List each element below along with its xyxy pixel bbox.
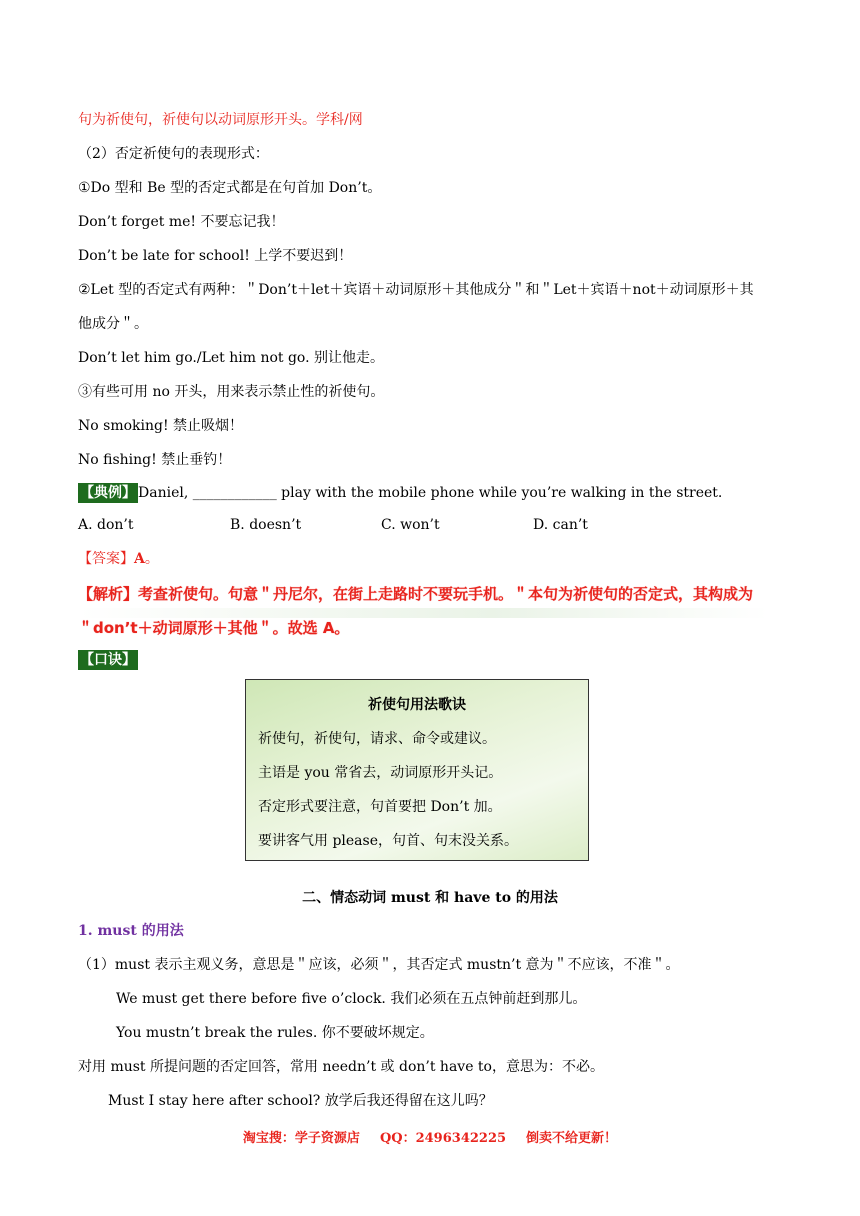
- analysis-line-1: 【解析】考查祈使句。句意＂丹尼尔，在街上走路时不要玩手机。＂本句为祈使句的否定式，其构成为: [78, 585, 754, 603]
- mnemonic-box: [245, 679, 589, 861]
- footer-qq: QQ：2496342225: [379, 1131, 507, 1146]
- must-negative-answer: 对用 must 所提问题的否定回答，常用 needn’t 或 don’t have to，意思为：不必。: [78, 1059, 604, 1075]
- example-sentence: Must I stay here after school? 放学后我还得留在这儿吗？: [108, 1093, 493, 1109]
- answer-tag: 【答案】: [78, 551, 134, 567]
- example-sentence: No smoking! 禁止吸烟！: [78, 418, 244, 434]
- mnemonic-title: 祈使句用法歌诀: [368, 697, 466, 713]
- answer-line: 【答案】A。: [78, 551, 159, 567]
- option-a: A. don’t: [78, 517, 134, 533]
- subsection-heading: 1. must 的用法: [78, 923, 184, 939]
- rule-let-type: ②Let 型的否定式有两种：＂Don’t＋let＋宾语＋动词原形＋其他成分＂和＂Let＋宾语＋not＋动词原形＋其: [78, 282, 754, 298]
- decorative-band: [78, 608, 768, 618]
- section-heading: 二、情态动词 must 和 have to 的用法: [302, 890, 558, 906]
- subheading-negative-imperative: （2）否定祈使句的表现形式：: [78, 146, 269, 162]
- mnemonic-label: [78, 650, 138, 670]
- answer-options: [78, 515, 698, 535]
- answer-value: A: [134, 551, 145, 567]
- red-intro-line: 句为祈使句，祈使句以动词原形开头。学科/网: [78, 112, 363, 128]
- example-sentence: We must get there before five o’clock. 我们必须在五点钟前赶到那儿。: [116, 991, 587, 1007]
- option-c: C. won’t: [381, 517, 440, 533]
- example-tag: 【典例】: [80, 485, 136, 501]
- rule-no-type: ③有些可用 no 开头，用来表示禁止性的祈使句。: [78, 384, 385, 400]
- mnemonic-line: 否定形式要注意，句首要把 Don’t 加。: [258, 799, 502, 815]
- footer-shop: 淘宝搜：学子资源店: [242, 1131, 360, 1146]
- example-stem: Daniel, ____________ play with the mobile phone while you’re walking in the street.: [138, 485, 723, 501]
- example-sentence: Don’t be late for school! 上学不要迟到！: [78, 248, 353, 264]
- example-question: [78, 483, 722, 503]
- footer-note: 倒卖不给更新！: [526, 1131, 618, 1146]
- mnemonic-tag: 【口诀】: [80, 652, 136, 668]
- rule-let-type-continued: 他成分＂。: [78, 316, 148, 332]
- analysis-line-2: ＂don’t＋动词原形＋其他＂。故选 A。: [78, 619, 350, 637]
- example-sentence: You mustn’t break the rules. 你不要破坏规定。: [116, 1025, 434, 1041]
- rule-do-be-type: ①Do 型和 Be 型的否定式都是在句首加 Don’t。: [78, 180, 382, 196]
- mnemonic-line: 要讲客气用 please，句首、句末没关系。: [258, 833, 518, 849]
- example-sentence: Don’t let him go./Let him not go. 别让他走。: [78, 350, 385, 366]
- mnemonic-line: 主语是 you 常省去，动词原形开头记。: [258, 765, 503, 781]
- mnemonic-line: 祈使句，祈使句，请求、命令或建议。: [258, 731, 496, 747]
- page-footer: [0, 1127, 860, 1146]
- option-d: D. can’t: [533, 517, 588, 533]
- example-sentence: No fishing! 禁止垂钓！: [78, 452, 232, 468]
- example-sentence: Don’t forget me! 不要忘记我！: [78, 214, 285, 230]
- must-definition: （1）must 表示主观义务，意思是＂应该，必须＂，其否定式 mustn’t 意为＂不应该，不准＂。: [78, 957, 680, 973]
- option-b: B. doesn’t: [230, 517, 302, 533]
